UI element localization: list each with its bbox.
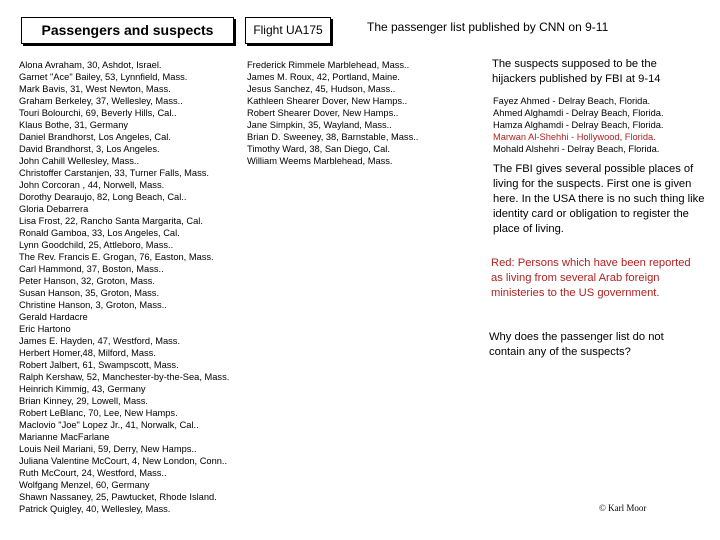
passenger-entry: Lisa Frost, 22, Rancho Santa Margarita, Cal. bbox=[19, 216, 203, 226]
passenger-entry: David Brandhorst, 3, Los Angeles. bbox=[19, 144, 160, 154]
suspect-entry: Fayez Ahmed - Delray Beach, Florida. bbox=[493, 96, 651, 106]
cnn-list-caption: The passenger list published by CNN on 9-11 bbox=[367, 20, 609, 34]
question-text: Why does the passenger list do not contain any of the suspects? bbox=[489, 331, 664, 358]
passenger-entry: Carl Hammond, 37, Boston, Mass.. bbox=[19, 264, 164, 274]
passenger-entry: John Cahill Wellesley, Mass.. bbox=[19, 156, 140, 166]
passenger-entry: Susan Hanson, 35, Groton, Mass. bbox=[19, 288, 160, 298]
suspect-entry: Mohald Alshehri - Delray Beach, Florida. bbox=[493, 144, 660, 154]
passenger-entry: Christoffer Carstanjen, 33, Turner Falls, Mass. bbox=[19, 168, 209, 178]
copyright-notice: © Karl Moor bbox=[599, 503, 647, 513]
passenger-entry: Robert LeBlanc, 70, Lee, New Hamps. bbox=[19, 408, 178, 418]
passenger-entry: Herbert Homer,48, Milford, Mass. bbox=[19, 348, 156, 358]
passenger-entry: Heinrich Kimmig, 43, Germany bbox=[19, 384, 146, 394]
suspect-entry: Hamza Alghamdi - Delray Beach, Florida. bbox=[493, 120, 664, 130]
passenger-entry: Gloria Debarrera bbox=[19, 204, 89, 214]
passenger-list-left bbox=[19, 59, 229, 515]
passenger-entry: Ralph Kershaw, 52, Manchester-by-the-Sea, Mass. bbox=[19, 372, 230, 382]
passenger-entry: Jesus Sanchez, 45, Hudson, Mass.. bbox=[247, 84, 396, 94]
passenger-entry: Robert Shearer Dover, New Hamps.. bbox=[247, 108, 399, 118]
passenger-entry: Ronald Gamboa, 33, Los Angeles, Cal. bbox=[19, 228, 180, 238]
passenger-entry: Mark Bavis, 31, West Newton, Mass. bbox=[19, 84, 171, 94]
passenger-entry: Frederick Rimmele Marblehead, Mass.. bbox=[247, 60, 410, 70]
passenger-entry: William Weems Marblehead, Mass. bbox=[247, 156, 393, 166]
red-legend-note: Red: Persons which have been reported as living from several Arab foreign ministeries to the US government. bbox=[491, 257, 691, 299]
passenger-entry: Lynn Goodchild, 25, Attleboro, Mass.. bbox=[19, 240, 174, 250]
passenger-entry: Peter Hanson, 32, Groton, Mass. bbox=[19, 276, 155, 286]
passenger-entry: Alona Avraham, 30, Ashdot, Israel. bbox=[19, 60, 162, 70]
passenger-entry: Gerald Hardacre bbox=[19, 312, 88, 322]
passenger-entry: Dorothy Dearaujo, 82, Long Beach, Cal.. bbox=[19, 192, 187, 202]
passenger-entry: Jane Simpkin, 35, Wayland, Mass.. bbox=[247, 120, 392, 130]
passenger-entry: Robert Jalbert, 61, Swampscott, Mass. bbox=[19, 360, 179, 370]
passenger-entry: Brian Kinney, 29, Lowell, Mass. bbox=[19, 396, 149, 406]
passenger-entry: John Corcoran , 44, Norwell, Mass. bbox=[19, 180, 165, 190]
passenger-entry: Garnet "Ace" Bailey, 53, Lynnfield, Mass. bbox=[19, 72, 188, 82]
passenger-entry: Maclovio "Joe" Lopez Jr., 41, Norwalk, Cal.. bbox=[19, 420, 199, 430]
passenger-entry: The Rev. Francis E. Grogan, 76, Easton, Mass. bbox=[19, 252, 214, 262]
passenger-entry: Brian D. Sweeney, 38, Barnstable, Mass.. bbox=[247, 132, 419, 142]
passenger-entry: Louis Neil Mariani, 59, Derry, New Hamps.. bbox=[19, 444, 197, 454]
passenger-entry: Patrick Quigley, 40, Wellesley, Mass. bbox=[19, 504, 171, 514]
suspect-list bbox=[493, 95, 664, 155]
passenger-entry: Graham Berkeley, 37, Wellesley, Mass.. bbox=[19, 96, 183, 106]
passenger-entry: Marianne MacFarlane bbox=[19, 432, 110, 442]
passenger-entry: Timothy Ward, 38, San Diego, Cal. bbox=[247, 144, 390, 154]
passenger-entry: Kathleen Shearer Dover, New Hamps.. bbox=[247, 96, 408, 106]
passenger-entry: Christine Hanson, 3, Groton, Mass.. bbox=[19, 300, 167, 310]
passenger-entry: James E. Hayden, 47, Westford, Mass. bbox=[19, 336, 181, 346]
slide-title: Passengers and suspects bbox=[41, 22, 214, 38]
flight-label: Flight UA175 bbox=[253, 23, 323, 37]
suspect-entry: Ahmed Alghamdi - Delray Beach, Florida. bbox=[493, 108, 664, 118]
passenger-entry: Wolfgang Menzel, 60, Germany bbox=[19, 480, 150, 490]
fbi-suspects-caption: The suspects supposed to be the hijackers published by FBI at 9-14 bbox=[492, 58, 661, 85]
passenger-entry: Daniel Brandhorst, Los Angeles, Cal. bbox=[19, 132, 171, 142]
passenger-entry: Touri Bolourchi, 69, Beverly Hills, Cal.. bbox=[19, 108, 177, 118]
flight-label-box bbox=[245, 17, 331, 44]
passenger-entry: Ruth McCourt, 24, Westford, Mass.. bbox=[19, 468, 167, 478]
passenger-entry: Juliana Valentine McCourt, 4, New London, Conn.. bbox=[19, 456, 228, 466]
slide-title-box bbox=[21, 17, 234, 44]
passenger-list-right bbox=[247, 59, 418, 167]
suspect-entry: Marwan Al-Shehhi - Hollywood, Florida. bbox=[493, 132, 656, 142]
passenger-entry: Klaus Bothe, 31, Germany bbox=[19, 120, 129, 130]
passenger-entry: Shawn Nassaney, 25, Pawtucket, Rhode Island. bbox=[19, 492, 217, 502]
passenger-entry: James M. Roux, 42, Portland, Maine. bbox=[247, 72, 400, 82]
fbi-note: The FBI gives several possible places of living for the suspects. First one is given here. In the USA there is no such thing like identity card or obligation to register the place of living. bbox=[493, 163, 705, 235]
passenger-entry: Eric Hartono bbox=[19, 324, 71, 334]
